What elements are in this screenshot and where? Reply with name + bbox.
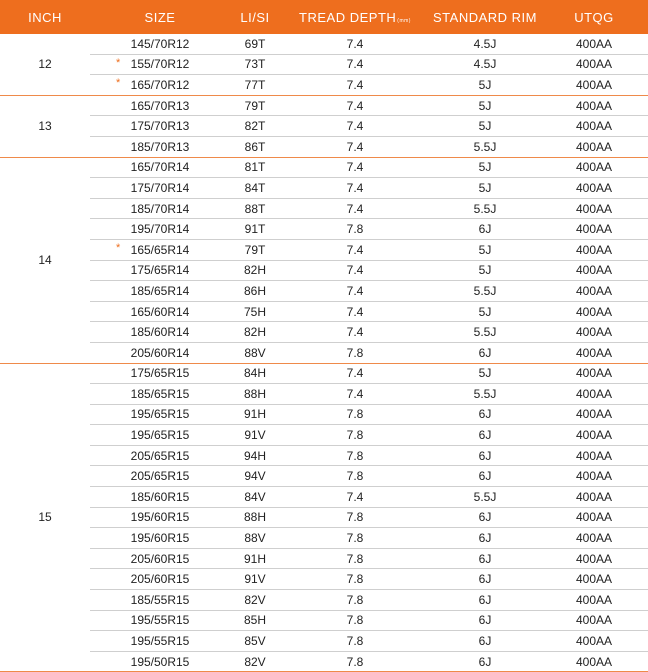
standard-rim-cell: 6J (430, 445, 540, 466)
utqg-cell: 400AA (540, 466, 648, 487)
size-text: 165/65R14 (130, 242, 190, 257)
size-text: 185/60R15 (130, 489, 190, 504)
tread-depth-cell: 7.8 (280, 445, 430, 466)
size-text: 195/65R15 (130, 428, 190, 443)
li-si-cell: 91T (230, 219, 280, 240)
standard-rim-cell: 6J (430, 219, 540, 240)
size-text: 205/60R14 (130, 345, 190, 360)
tread-depth-cell: 7.4 (280, 322, 430, 343)
size-cell (90, 466, 230, 487)
utqg-cell: 400AA (540, 487, 648, 508)
standard-rim-cell: 5J (430, 178, 540, 199)
li-si-cell: 84T (230, 178, 280, 199)
standard-rim-cell: 6J (430, 466, 540, 487)
header-size: SIZE (90, 0, 230, 34)
table-row (0, 116, 648, 137)
size-text: 195/50R15 (130, 654, 190, 669)
header-utqg: UTQG (540, 0, 648, 34)
utqg-cell: 400AA (540, 34, 648, 54)
size-cell (90, 590, 230, 611)
table-row (0, 342, 648, 363)
table-row (0, 404, 648, 425)
size-cell (90, 651, 230, 672)
standard-rim-cell: 5J (430, 157, 540, 178)
table-row (0, 239, 648, 260)
size-cell (90, 363, 230, 384)
size-cell (90, 95, 230, 116)
size-cell (90, 116, 230, 137)
size-text: 205/65R15 (130, 469, 190, 484)
li-si-cell: 69T (230, 34, 280, 54)
size-text: 195/60R15 (130, 531, 190, 546)
table-row (0, 590, 648, 611)
size-cell (90, 404, 230, 425)
size-cell (90, 548, 230, 569)
table-row (0, 322, 648, 343)
size-text: 175/65R14 (130, 263, 190, 278)
li-si-cell: 91H (230, 548, 280, 569)
table-row (0, 631, 648, 652)
standard-rim-cell: 5J (430, 260, 540, 281)
standard-rim-cell: 5J (430, 116, 540, 137)
standard-rim-cell: 6J (430, 610, 540, 631)
standard-rim-cell: 6J (430, 651, 540, 672)
tread-depth-cell: 7.8 (280, 425, 430, 446)
tread-depth-cell: 7.8 (280, 569, 430, 590)
table-body (0, 34, 648, 672)
size-text: 165/60R14 (130, 304, 190, 319)
li-si-cell: 88H (230, 384, 280, 405)
size-text: 195/65R15 (130, 407, 190, 422)
standard-rim-cell: 5J (430, 95, 540, 116)
size-cell (90, 569, 230, 590)
header-li-si: LI/SI (230, 0, 280, 34)
li-si-cell: 73T (230, 54, 280, 75)
utqg-cell: 400AA (540, 363, 648, 384)
standard-rim-cell: 5.5J (430, 322, 540, 343)
tread-depth-cell: 7.8 (280, 548, 430, 569)
header-tread-depth-label: TREAD DEPTH (299, 9, 397, 25)
size-cell (90, 75, 230, 96)
size-text: 175/70R13 (130, 119, 190, 134)
utqg-cell: 400AA (540, 95, 648, 116)
utqg-cell: 400AA (540, 384, 648, 405)
table-row (0, 487, 648, 508)
table-row (0, 54, 648, 75)
header-tread-unit: (mm) (397, 17, 411, 24)
table-row (0, 260, 648, 281)
standard-rim-cell: 5.5J (430, 281, 540, 302)
size-cell (90, 507, 230, 528)
tread-depth-cell: 7.4 (280, 363, 430, 384)
utqg-cell: 400AA (540, 260, 648, 281)
tread-depth-cell: 7.4 (280, 178, 430, 199)
table-row (0, 384, 648, 405)
tread-depth-cell: 7.8 (280, 631, 430, 652)
table-row (0, 445, 648, 466)
table-row (0, 363, 648, 384)
table-row (0, 528, 648, 549)
table-row (0, 610, 648, 631)
li-si-cell: 82T (230, 116, 280, 137)
tread-depth-cell: 7.4 (280, 95, 430, 116)
table-row (0, 34, 648, 54)
size-text: 165/70R14 (130, 160, 190, 175)
li-si-cell: 94V (230, 466, 280, 487)
table-row (0, 301, 648, 322)
size-cell (90, 178, 230, 199)
size-cell (90, 219, 230, 240)
size-text: 165/70R13 (130, 98, 190, 113)
size-text: 195/55R15 (130, 613, 190, 628)
standard-rim-cell: 6J (430, 548, 540, 569)
table-row (0, 651, 648, 672)
standard-rim-cell: 6J (430, 342, 540, 363)
li-si-cell: 77T (230, 75, 280, 96)
li-si-cell: 84V (230, 487, 280, 508)
utqg-cell: 400AA (540, 198, 648, 219)
li-si-cell: 85H (230, 610, 280, 631)
li-si-cell: 91V (230, 425, 280, 446)
table-row (0, 198, 648, 219)
tread-depth-cell: 7.4 (280, 239, 430, 260)
tread-depth-cell: 7.8 (280, 404, 430, 425)
size-cell (90, 34, 230, 54)
utqg-cell: 400AA (540, 528, 648, 549)
utqg-cell: 400AA (540, 301, 648, 322)
size-cell (90, 281, 230, 302)
tread-depth-cell: 7.8 (280, 466, 430, 487)
tread-depth-cell: 7.4 (280, 198, 430, 219)
li-si-cell: 88V (230, 528, 280, 549)
li-si-cell: 91V (230, 569, 280, 590)
standard-rim-cell: 4.5J (430, 54, 540, 75)
utqg-cell: 400AA (540, 116, 648, 137)
size-text: 195/55R15 (130, 634, 190, 649)
tread-depth-cell: 7.8 (280, 507, 430, 528)
utqg-cell: 400AA (540, 219, 648, 240)
table-row (0, 466, 648, 487)
utqg-cell: 400AA (540, 631, 648, 652)
size-cell (90, 528, 230, 549)
size-cell (90, 384, 230, 405)
tread-depth-cell: 7.4 (280, 260, 430, 281)
utqg-cell: 400AA (540, 590, 648, 611)
tread-depth-cell: 7.4 (280, 136, 430, 157)
size-text: 165/70R12 (130, 77, 190, 92)
tread-depth-cell: 7.8 (280, 590, 430, 611)
table-row (0, 425, 648, 446)
li-si-cell: 81T (230, 157, 280, 178)
tread-depth-cell: 7.4 (280, 54, 430, 75)
table-row (0, 569, 648, 590)
tread-depth-cell: 7.4 (280, 301, 430, 322)
table-row (0, 281, 648, 302)
size-cell (90, 157, 230, 178)
tread-depth-cell: 7.8 (280, 342, 430, 363)
utqg-cell: 400AA (540, 342, 648, 363)
recommended-star-icon: * (116, 77, 121, 90)
li-si-cell: 91H (230, 404, 280, 425)
header-row (0, 0, 648, 34)
utqg-cell: 400AA (540, 157, 648, 178)
table-row (0, 95, 648, 116)
size-text: 195/70R14 (130, 222, 190, 237)
standard-rim-cell: 5.5J (430, 198, 540, 219)
standard-rim-cell: 6J (430, 631, 540, 652)
utqg-cell: 400AA (540, 75, 648, 96)
size-text: 195/60R15 (130, 510, 190, 525)
size-cell (90, 239, 230, 260)
table-row (0, 178, 648, 199)
tread-depth-cell: 7.4 (280, 281, 430, 302)
size-text: 185/55R15 (130, 592, 190, 607)
size-text: 185/70R14 (130, 201, 190, 216)
standard-rim-cell: 6J (430, 507, 540, 528)
li-si-cell: 88H (230, 507, 280, 528)
standard-rim-cell: 5.5J (430, 136, 540, 157)
utqg-cell: 400AA (540, 54, 648, 75)
standard-rim-cell: 5J (430, 363, 540, 384)
size-cell (90, 425, 230, 446)
utqg-cell: 400AA (540, 425, 648, 446)
inch-cell: 15 (0, 363, 90, 672)
size-cell (90, 136, 230, 157)
recommended-star-icon: * (116, 241, 121, 254)
li-si-cell: 84H (230, 363, 280, 384)
recommended-star-icon: * (116, 56, 121, 69)
table-row (0, 219, 648, 240)
size-text: 185/60R14 (130, 325, 190, 340)
tread-depth-cell: 7.4 (280, 116, 430, 137)
utqg-cell: 400AA (540, 507, 648, 528)
size-text: 175/70R14 (130, 180, 190, 195)
li-si-cell: 79T (230, 239, 280, 260)
standard-rim-cell: 6J (430, 528, 540, 549)
li-si-cell: 82H (230, 260, 280, 281)
standard-rim-cell: 6J (430, 569, 540, 590)
li-si-cell: 82V (230, 590, 280, 611)
size-text: 185/65R15 (130, 386, 190, 401)
li-si-cell: 75H (230, 301, 280, 322)
size-text: 205/60R15 (130, 572, 190, 587)
li-si-cell: 88V (230, 342, 280, 363)
standard-rim-cell: 5.5J (430, 384, 540, 405)
size-cell (90, 301, 230, 322)
utqg-cell: 400AA (540, 404, 648, 425)
header-inch: INCH (0, 0, 90, 34)
li-si-cell: 79T (230, 95, 280, 116)
utqg-cell: 400AA (540, 281, 648, 302)
header-tread-depth (280, 0, 430, 34)
utqg-cell: 400AA (540, 651, 648, 672)
standard-rim-cell: 6J (430, 425, 540, 446)
tread-depth-cell: 7.8 (280, 219, 430, 240)
size-text: 175/65R15 (130, 366, 190, 381)
utqg-cell: 400AA (540, 322, 648, 343)
tread-depth-cell: 7.8 (280, 528, 430, 549)
size-cell (90, 322, 230, 343)
li-si-cell: 94H (230, 445, 280, 466)
li-si-cell: 88T (230, 198, 280, 219)
size-cell (90, 260, 230, 281)
tread-depth-cell: 7.4 (280, 157, 430, 178)
standard-rim-cell: 5J (430, 301, 540, 322)
li-si-cell: 82H (230, 322, 280, 343)
table-row (0, 75, 648, 96)
utqg-cell: 400AA (540, 548, 648, 569)
size-cell (90, 54, 230, 75)
tread-depth-cell: 7.4 (280, 75, 430, 96)
size-cell (90, 631, 230, 652)
standard-rim-cell: 5.5J (430, 487, 540, 508)
table-row (0, 157, 648, 178)
utqg-cell: 400AA (540, 610, 648, 631)
size-text: 145/70R12 (130, 36, 190, 51)
inch-cell: 12 (0, 34, 90, 95)
size-cell (90, 487, 230, 508)
standard-rim-cell: 6J (430, 404, 540, 425)
size-text: 185/70R13 (130, 139, 190, 154)
size-text: 155/70R12 (130, 57, 190, 72)
li-si-cell: 86H (230, 281, 280, 302)
li-si-cell: 82V (230, 651, 280, 672)
utqg-cell: 400AA (540, 178, 648, 199)
size-text: 185/65R14 (130, 283, 190, 298)
size-cell (90, 342, 230, 363)
inch-cell: 13 (0, 95, 90, 157)
inch-cell: 14 (0, 157, 90, 363)
table-row (0, 548, 648, 569)
size-text: 205/65R15 (130, 448, 190, 463)
li-si-cell: 85V (230, 631, 280, 652)
standard-rim-cell: 6J (430, 590, 540, 611)
tread-depth-cell: 7.8 (280, 651, 430, 672)
li-si-cell: 86T (230, 136, 280, 157)
size-cell (90, 198, 230, 219)
table-row (0, 507, 648, 528)
size-cell (90, 610, 230, 631)
tread-depth-cell: 7.8 (280, 610, 430, 631)
standard-rim-cell: 5J (430, 239, 540, 260)
tread-depth-cell: 7.4 (280, 487, 430, 508)
utqg-cell: 400AA (540, 445, 648, 466)
standard-rim-cell: 4.5J (430, 34, 540, 54)
utqg-cell: 400AA (540, 136, 648, 157)
size-text: 205/60R15 (130, 551, 190, 566)
header-standard-rim: STANDARD RIM (430, 0, 540, 34)
tread-depth-cell: 7.4 (280, 34, 430, 54)
utqg-cell: 400AA (540, 569, 648, 590)
utqg-cell: 400AA (540, 239, 648, 260)
size-cell (90, 445, 230, 466)
standard-rim-cell: 5J (430, 75, 540, 96)
table-row (0, 136, 648, 157)
tread-depth-cell: 7.4 (280, 384, 430, 405)
